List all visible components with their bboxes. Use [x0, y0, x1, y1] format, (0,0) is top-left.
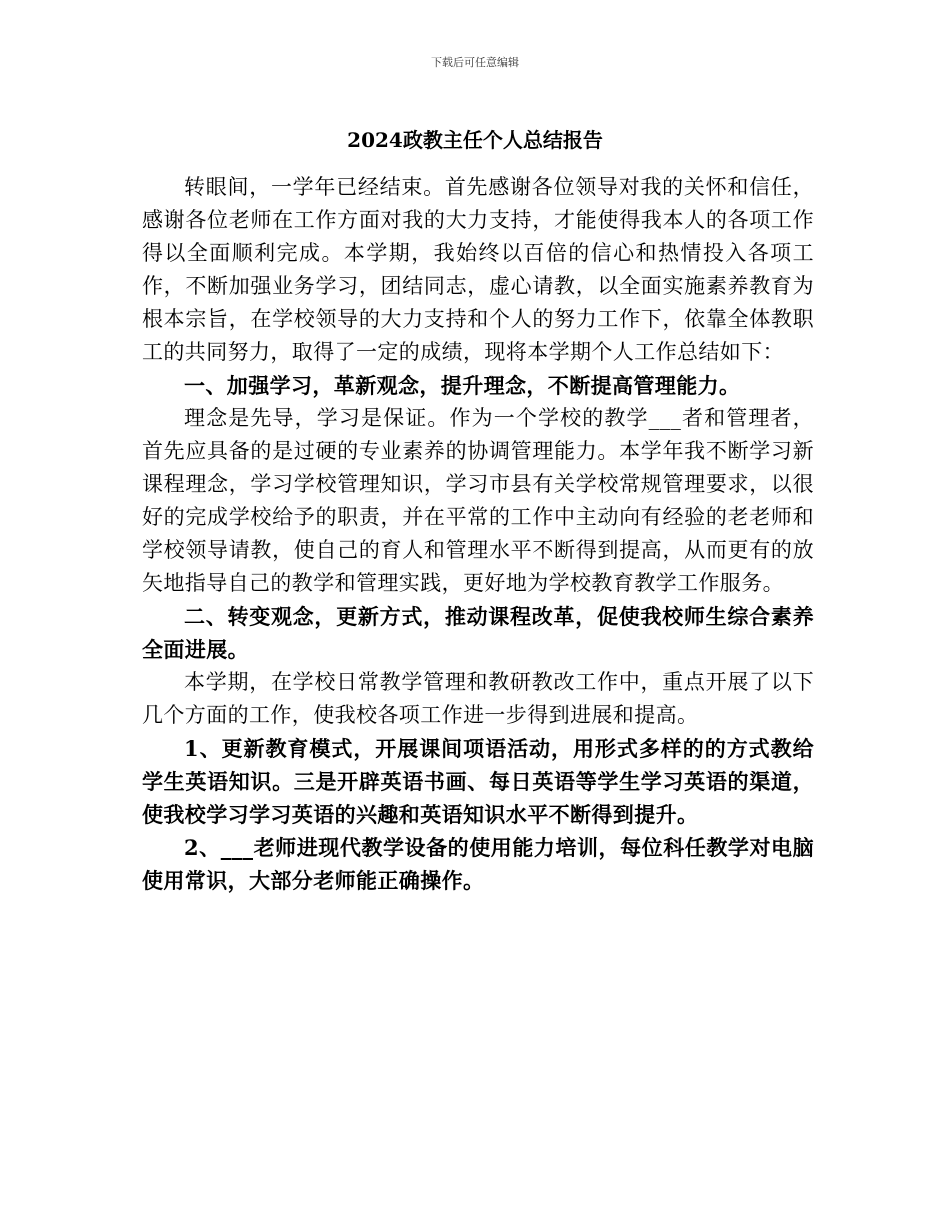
- paragraph-section-2: 本学期，在学校日常教学管理和教研教改工作中，重点开展了以下几个方面的工作，使我校各项工作进一步得到进展和提高。: [142, 670, 814, 727]
- list-item-2: 2、___老师进现代教学设备的使用能力培训，每位科任教学对电脑使用常识，大部分老师能正确操作。: [142, 835, 814, 893]
- document-title: 2024政教主任个人总结报告: [347, 128, 603, 152]
- header-note: 下载后可任意编辑: [431, 56, 519, 69]
- section-heading-2: 二、转变观念，更新方式，推动课程改革，促使我校师生综合素养全面进展。: [142, 604, 814, 662]
- paragraph-section-1: 理念是先导，学习是保证。作为一个学校的教学___者和管理者，首先应具备的是过硬的专业素养的协调管理能力。本学年我不断学习新课程理念，学习学校管理知识，学习市县有关学校常规管理要求，以很好的完成学校给予的职责，并在平常的工作中主动向有经验的老老师和学校领导请教，使自己的育人和管理水平不断得到提高，从而更有的放矢地指导自己的教学和管理实践，更好地为学校教育教学工作服务。: [142, 406, 814, 595]
- section-heading-1: 一、加强学习，革新观念，提升理念，不断提高管理能力。: [184, 373, 741, 398]
- paragraph-intro: 转眼间，一学年已经结束。首先感谢各位领导对我的关怀和信任，感谢各位老师在工作方面对我的大力支持，才能使得我本人的各项工作得以全面顺利完成。本学期，我始终以百倍的信心和热情投入各项工作，不断加强业务学习，团结同志，虚心请教，以全面实施素养教育为根本宗旨，在学校领导的大力支持和个人的努力工作下，依靠全体教职工的共同努力，取得了一定的成绩，现将本学期个人工作总结如下：: [142, 175, 814, 364]
- list-item-1: 1、更新教育模式，开展课间项语活动，用形式多样的的方式教给学生英语知识。三是开辟英语书画、每日英语等学生学习英语的渠道，使我校学习学习英语的兴趣和英语知识水平不断得到提升。: [142, 736, 814, 827]
- document-body: [142, 171, 814, 897]
